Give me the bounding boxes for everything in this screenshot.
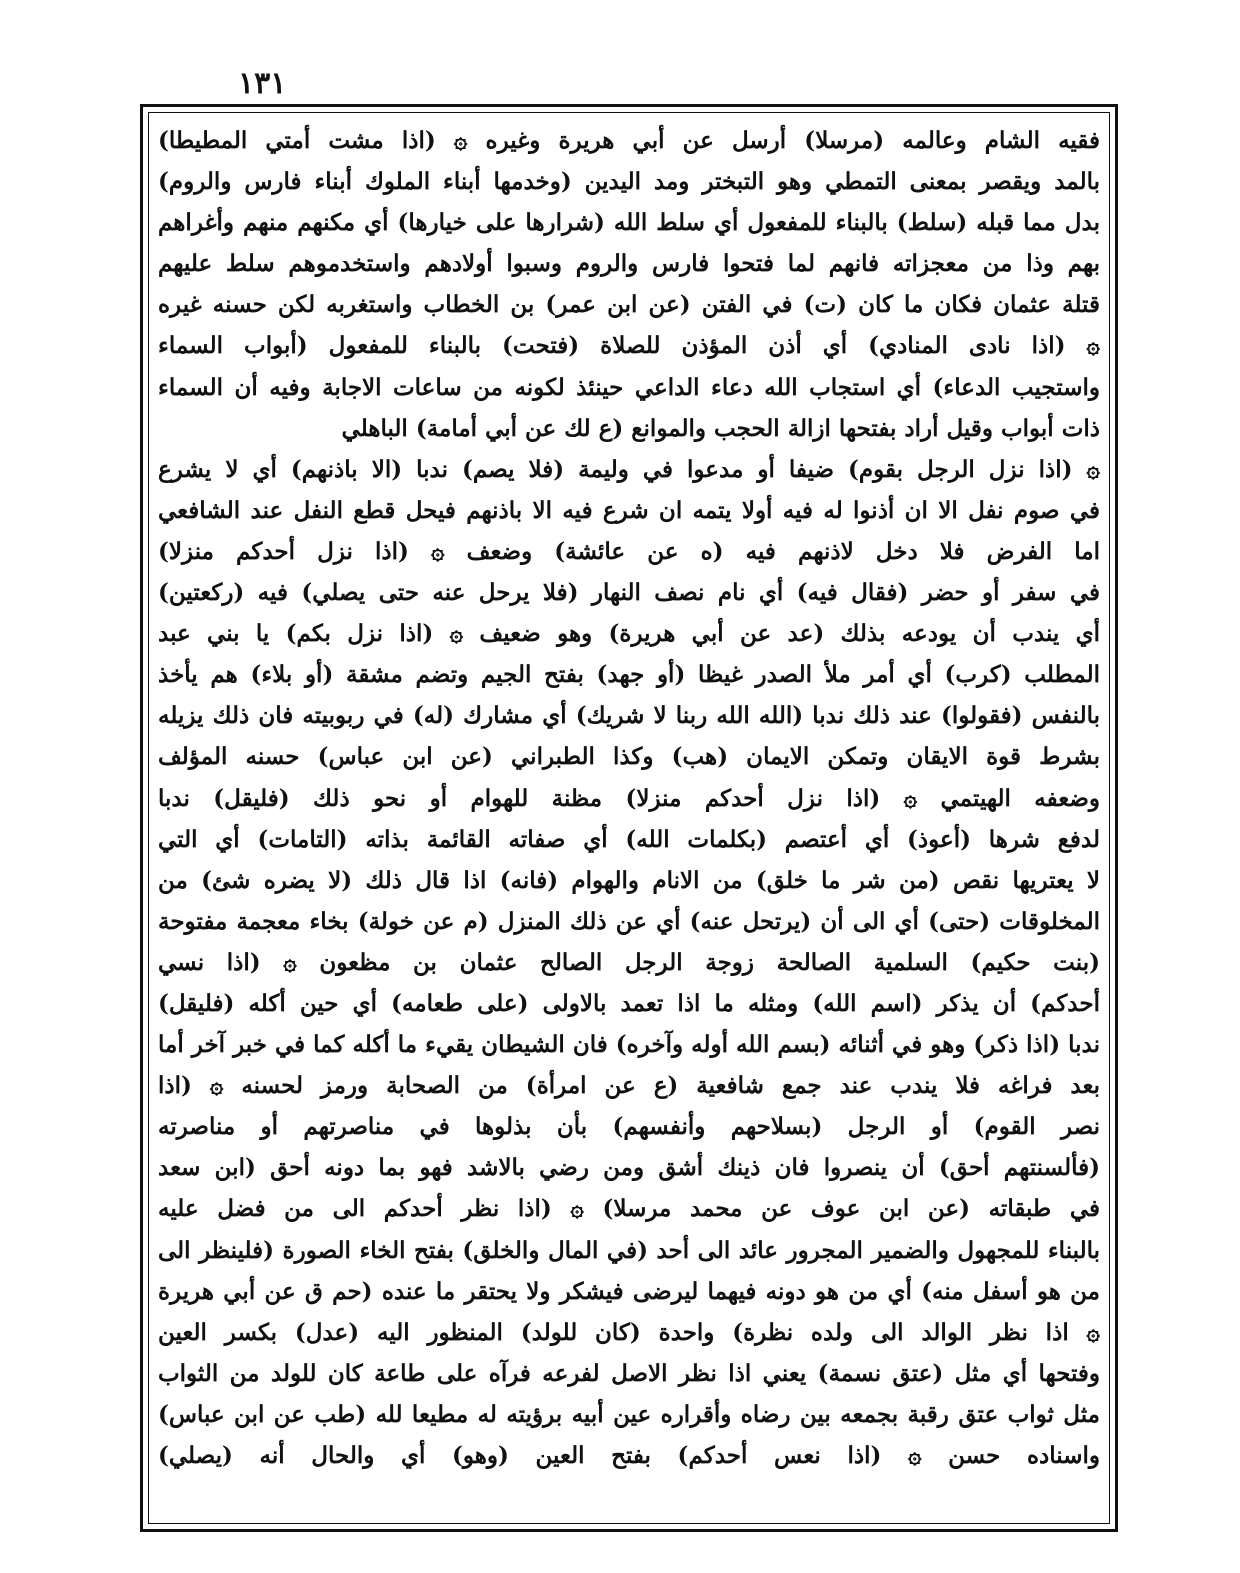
text-line: (بنت حكيم) السلمية الصالحة زوجة الرجل الصالح عثمان بن مظعون ۞ (اذا نسي <box>158 948 1100 976</box>
text-line: بشرط قوة الايقان وتمكن الايمان (هب) وكذا الطبراني (عن ابن عباس) حسنه المؤلف <box>158 743 1100 771</box>
text-line: اما الفرض فلا دخل لاذنهم فيه (ه عن عائشة) وضعف ۞ (اذا نزل أحدكم منزلا) <box>158 537 1100 565</box>
body-text <box>158 120 1100 1520</box>
text-line: ذات أبواب وقيل أراد بفتحها ازالة الحجب والموانع (ع لك عن أبي أمامة) الباهلي <box>341 414 1100 442</box>
text-line: بالبناء للمجهول والضمير المجرور عائد الى أحد (في المال والخلق) بفتح الخاء الصورة (فلينظر الى <box>158 1236 1100 1264</box>
text-line: في طبقاته (عن ابن عوف عن محمد مرسلا) ۞ (اذا نظر أحدكم الى من فضل عليه <box>158 1195 1100 1223</box>
page-number: ١٣١ <box>238 66 287 101</box>
text-line: لدفع شرها (أعوذ) أي أعتصم (بكلمات الله) أي صفاته القائمة بذاته (التامات) أي التي <box>158 825 1100 853</box>
text-line: مثل ثواب عتق رقبة بجمعه بين رضاه وأقراره عين أبيه برؤيته له مطيعا لله (طب عن ابن عباس) <box>158 1400 1100 1428</box>
text-line: ندبا (اذا ذكر) وهو في أثنائه (بسم الله أوله وآخره) فان الشيطان يقيء ما أكله كما في خبر آخر أما <box>158 1031 1100 1059</box>
text-line: بالنفس (فقولوا) عند ذلك ندبا (الله الله ربنا لا شريك) أي مشارك (له) في ربوبيته فان ذلك يزيله <box>158 702 1100 730</box>
text-line: واسناده حسن ۞ (اذا نعس أحدكم) بفتح العين (وهو) أي والحال أنه (يصلي) <box>158 1442 1100 1469</box>
text-line: المطلب (كرب) أي أمر ملأ الصدر غيظا (أو جهد) بفتح الجيم وتضم مشقة (أو بلاء) هم يأخذ <box>158 661 1100 689</box>
text-line: ۞ (اذا نادى المنادي) أي أذن المؤذن للصلاة (فتحت) بالبناء للمفعول (أبواب السماء <box>158 332 1100 360</box>
text-line: بدل مما قبله (سلط) بالبناء للمفعول أي سلط الله (شرارها على خيارها) أي مكنهم منهم وأغراهم <box>158 209 1100 237</box>
text-line: نصر القوم) أو الرجل (بسلاحهم وأنفسهم) بأن بذلوها في مناصرتهم أو مناصرته <box>158 1113 1100 1141</box>
text-line: بهم وذا من معجزاته فانهم لما فتحوا فارس والروم وسبوا أولادهم واستخدموهم سلط عليهم <box>158 250 1100 278</box>
text-line: قتلة عثمان فكان ما كان (ت) في الفتن (عن ابن عمر) بن الخطاب واستغربه لكن حسنه غيره <box>158 291 1100 319</box>
text-line: المخلوقات (حتى) أي الى أن (يرتحل عنه) أي عن ذلك المنزل (م عن خولة) بخاء معجمة مفتوحة <box>158 907 1100 935</box>
text-line: لا يعتريها نقص (من شر ما خلق) من الانام والهوام (فانه) اذا قال ذلك (لا يضره شئ) من <box>158 866 1100 894</box>
text-line: وفتحها أي مثل (عتق نسمة) يعني اذا نظر الاصل لفرعه فرآه على طاعة كان للولد من الثواب <box>158 1359 1100 1387</box>
text-line: واستجيب الدعاء) أي استجاب الله دعاء الداعي حينئذ لكونه من ساعات الاجابة وفيه أن السماء <box>158 373 1100 401</box>
text-line: أي يندب أن يودعه بذلك (عد عن أبي هريرة) وهو ضعيف ۞ (اذا نزل بكم) يا بني عبد <box>158 620 1100 648</box>
text-line: وضعفه الهيتمي ۞ (اذا نزل أحدكم منزلا) مظنة للهوام أو نحو ذلك (فليقل) ندبا <box>158 784 1100 812</box>
text-line: في صوم نفل الا ان أذنوا له فيه أولا يتمه ان شرع فيه الا باذنهم فيحل قطع النفل عند الشافعي <box>158 496 1100 524</box>
text-line: ۞ (اذا نزل الرجل بقوم) ضيفا أو مدعوا في وليمة (فلا يصم) ندبا (الا باذنهم) أي لا يشرع <box>158 455 1100 483</box>
text-line: بعد فراغه فلا يندب عند جمع شافعية (ع عن امرأة) من الصحابة ورمز لحسنه ۞ (اذا <box>158 1072 1100 1100</box>
text-line: (فألسنتهم أحق) أن ينصروا فان ذينك أشق ومن رضي بالاشد فهو بما دونه أحق (ابن سعد <box>158 1154 1100 1182</box>
text-line: ۞ اذا نظر الوالد الى ولده نظرة) واحدة (كان للولد) المنظور اليه (عدل) بكسر العين <box>158 1318 1100 1346</box>
text-line: في سفر أو حضر (فقال فيه) أي نام نصف النهار (فلا يرحل عنه حتى يصلي) فيه (ركعتين) <box>158 579 1100 607</box>
text-line: فقيه الشام وعالمه (مرسلا) أرسل عن أبي هريرة وغيره ۞ (اذا مشت أمتي المطيطا) <box>158 127 1100 154</box>
text-line: من هو أسفل منه) أي من هو دونه فيهما ليرضى فيشكر ولا يحتقر ما عنده (حم ق عن أبي هريرة <box>158 1277 1100 1305</box>
text-line: أحدكم) أن يذكر (اسم الله) ومثله ما اذا تعمد بالاولى (على طعامه) أي حين أكله (فليقل) <box>158 989 1100 1017</box>
text-line: بالمد ويقصر بمعنى التمطي وهو التبختر ومد اليدين (وخدمها أبناء الملوك أبناء فارس والروم) <box>158 168 1100 196</box>
